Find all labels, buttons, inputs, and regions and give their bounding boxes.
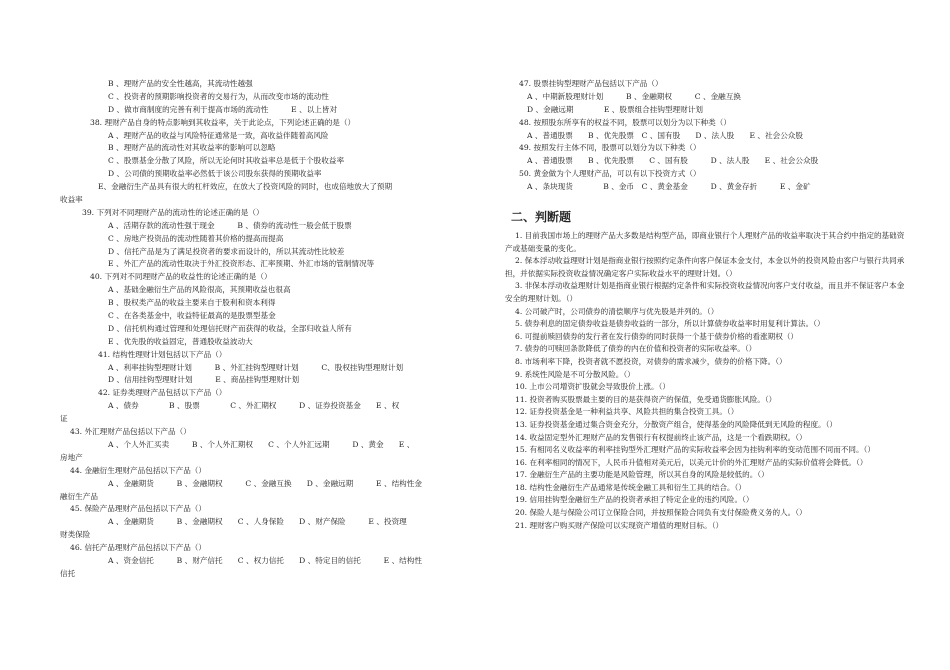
question-line: B 、理财产品的安全性越高，其流动性越强 <box>108 79 253 88</box>
judgment-item: 9. 系统性风险是不可分散风险。（） <box>515 369 635 379</box>
question-line: 财类保险 <box>60 530 91 540</box>
question-line: 43. 外汇理财产品包括以下产品（） <box>70 427 191 437</box>
question-line: D 、金融远期 E 、股票组合挂钩型理财计划 <box>527 104 703 114</box>
question-line: 40. 下列对不同理财产品的收益性的论述正确的是（） <box>90 272 272 282</box>
question-line: D 、信托产品是为了满足投资者的要求而设计的，所以其流动性比较差 <box>108 246 345 256</box>
question-line: A 、条块现货 B 、金币 C 、黄金基金 D 、黄金存折 E 、金矿 <box>527 182 811 192</box>
question-line: A 、活期存款的流动性强于现金 B 、债券的流动性一般会低于股票 <box>108 220 352 230</box>
question-line: A 、金融期货 B 、金融期权 C 、人身保险 D 、财产保险 E 、投资理 <box>108 517 407 527</box>
judgment-item: 8. 市场利率下降，投资者就不愿投资，对债券的需求减少，债券的价格下降。（） <box>515 356 787 366</box>
judgment-item: 10. 上市公司增资扩股就会导致股价上涨。（） <box>515 382 670 392</box>
judgment-item: 16. 在利率相同的情况下，人民币升值相对美元后，以美元计价的外汇理财产品的实际价值将会降低。（） <box>515 457 868 467</box>
judgment-item: 3. 非保本浮动收益理财计划是指商业银行根据约定条件和实际投资收益情况向客户支付收益，而且并不保证客户本金安全的理财计划。（） <box>505 281 905 303</box>
judgment-item: 12. 证券投资基金是一种利益共享、风险共担的集合投资工具。（） <box>515 407 739 417</box>
judgment-item: 15. 有相同名义收益率的利率挂钩型外汇理财产品的实际收益率会因为挂钩利率的变动范围不同而不同。（） <box>515 445 875 455</box>
judgment-item: 11. 投资者购买股票最主要的目的是获得资产的保值，免受通货膨胀风险。（） <box>515 394 777 404</box>
question-line: A 、资金信托 B 、财产信托 C 、权力信托 D 、特定目的信托 E 、结构性 <box>108 555 422 565</box>
judgment-item: 4. 公司破产时，公司债券的清偿顺序与优先股是并列的。（） <box>515 306 719 316</box>
judgment-item: 18. 结构性金融衍生产品通常是传统金融工具和衍生工具的结合。（） <box>515 482 746 492</box>
question-line: 38. 理财产品自身的特点影响到其收益率，关于此论点，下列论述正确的是（） <box>90 117 356 127</box>
question-line: 47. 股票挂钩型理财产品包括以下产品（） <box>519 79 663 88</box>
question-line: 41. 结构性理财计划包括以下产品（） <box>98 349 227 359</box>
question-line: C 、房地产投资品的流动性随着其价格的提高而提高 <box>108 233 284 243</box>
question-line: A 、普通股票 B 、优先股票 C 、国有股 D 、法人股 E 、社会公众股 <box>527 156 819 166</box>
question-line: 50. 黄金做为个人理财产品，可以有以下投资方式（） <box>519 169 701 179</box>
question-line: A 、普通股票 B 、优先股票 C 、国有股 D 、法人股 E 、社会公众股 <box>527 130 803 140</box>
question-line: 45. 保险产品理财产品包括以下产品（） <box>70 504 206 514</box>
multiple-choice-continuation <box>505 78 905 194</box>
judgment-item: 5. 债券利息的固定债券收益是债券收益的一部分，所以计算债券收益率时用复利计算法。（） <box>515 319 825 329</box>
question-line: A 、利率挂钩型理财计划 B 、外汇挂钩型理财计划 C、股权挂钩型理财计划 <box>108 362 404 372</box>
left-column <box>60 78 468 581</box>
question-line: 44. 金融衍生理财产品包括以下产品（） <box>70 465 206 475</box>
question-line: B 、理财产品的流动性对其收益率的影响可以忽略 <box>108 143 276 153</box>
question-line: 42. 证券类理财产品包括以下产品（） <box>98 388 227 398</box>
judgment-item: 19. 信用挂钩型金融衍生产品的投资者承担了特定企业的违约风险。（） <box>515 495 754 505</box>
judgment-item: 1. 目前我国市场上的理财产品大多数是结构型产品，即商业银行个人理财产品的收益率取决于其合约中指定的基础资产或基础变量的变化。 <box>505 231 905 253</box>
judgment-item: 13. 证券投资基金通过集合资金充分，分散资产组合，使得基金的风险降低到无风险的程度。（） <box>515 419 838 429</box>
question-line: 46. 信托产品理财产品包括以下产品（） <box>70 543 206 553</box>
question-line: E、金融衍生产品具有很大的杠杆效应，在放大了投资风险的同时，也成倍地放大了预期 <box>98 182 393 192</box>
judgment-item: 6. 可提前赎回债券的发行者在发行债券的同时获得一个基于债券价格的看涨期权（） <box>515 331 799 341</box>
question-line: D 、做市商制度的完善有利于提高市场的流动性 E 、以上皆对 <box>108 104 338 114</box>
judgment-item: 21. 理财客户购买财产保险可以实现资产增值的理财目标。（） <box>515 520 724 530</box>
question-line: C 、在各类基金中，收益特征最高的是股票型基金 <box>108 311 276 321</box>
right-column <box>505 78 905 532</box>
question-line: 49. 按照发行主体不同，股票可以划分为以下种类（） <box>519 143 701 153</box>
question-line: A 、个人外汇买卖 B 、个人外汇期权 C 、个人外汇远期 D 、黄金 E 、 <box>108 439 415 449</box>
question-line: D 、信托机构通过管理和处理信托财产而获得的收益，全部归收益人所有 <box>108 323 352 333</box>
question-line: 39. 下列对不同理财产品的流动性的论述正确的是（） <box>82 207 264 217</box>
question-line: A 、金融期货 B 、金融期权 C 、金融互换 D 、金融远期 E 、结构性金 <box>108 478 422 488</box>
question-line: A 、基础金融衍生产品的风险很高，其预期收益也很高 <box>108 285 291 295</box>
judgment-item: 14. 收益固定型外汇理财产品的发售银行有权提前终止该产品，这是一个看跌期权。（） <box>515 432 807 442</box>
question-line: A 、中期新股理财计划 B 、金融期权 C 、金融互换 <box>527 91 741 101</box>
question-line: A 、债券 B 、股票 C 、外汇期权 D 、证券投资基金 E 、权 <box>108 401 400 411</box>
question-line: 信托 <box>60 568 76 578</box>
question-line: 48. 按照股东所享有的权益不同，股票可以划分为以下种类（） <box>519 117 731 127</box>
question-line: E 、优先股的收益固定，普通股收益波动大 <box>108 336 253 346</box>
judgment-item: 17. 金融衍生产品的主要功能是风险管理，所以其自身的风险是较低的。（） <box>515 470 769 480</box>
judgment-item: 2. 保本浮动收益理财计划是指商业银行按照约定条件向客户保证本金支付，本金以外的投资风险由客户与银行共同承担，并依据实际投资收益情况确定客户实际收益水平的理财计划。（） <box>505 256 905 278</box>
question-line: D 、公司债的预期收益率必然低于该公司股东获得的预期收益率 <box>108 169 322 179</box>
question-line: D 、信用挂钩型理财计划 E 、商品挂钩型理财计划 <box>108 375 300 385</box>
judgment-item: 7. 债券的可赎回条款降低了债券的内在价值和投资者的实际收益率。（） <box>515 344 757 354</box>
question-line: 房地产 <box>60 452 83 462</box>
section-title: 二、判断题 <box>511 210 572 225</box>
question-line: 证 <box>60 414 68 424</box>
judgment-item: 20. 保险人是与保险公司订立保险合同，并按照保险合同负有支付保险费义务的人。（） <box>515 508 807 518</box>
question-line: 融衍生产品 <box>60 491 98 501</box>
judgment-list <box>505 230 905 532</box>
question-line: 收益率 <box>60 195 83 205</box>
question-line: C 、投资者的预期影响投资者的交易行为，从而改变市场的流动性 <box>108 91 329 101</box>
question-line: C 、股票基金分散了风险，所以无论何时其收益率总是低于个股收益率 <box>108 156 345 166</box>
question-line: A 、理财产品的收益与风险特征通常是一致，高收益伴随着高风险 <box>108 130 329 140</box>
question-line: B 、股权类产品的收益主要来自于股利和资本利得 <box>108 298 276 308</box>
question-line: E 、外汇产品的流动性取决于外汇投资形态、汇率预期、外汇市场的管制情况等 <box>108 259 375 269</box>
